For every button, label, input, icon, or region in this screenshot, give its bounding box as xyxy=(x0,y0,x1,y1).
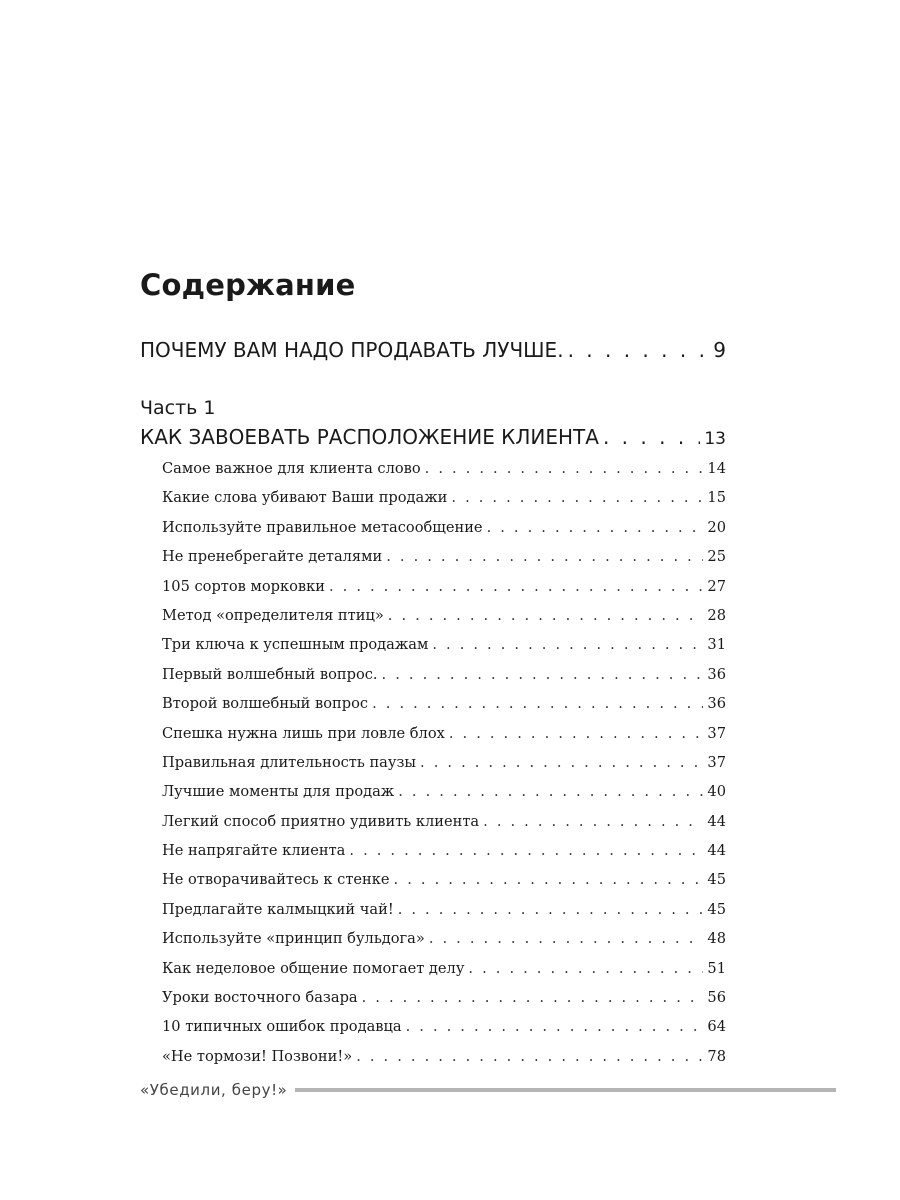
dot-leader xyxy=(394,871,704,888)
toc-entry[interactable] xyxy=(162,842,726,871)
toc-entry-title: Предлагайте калмыцкий чай! xyxy=(162,900,394,918)
toc-entry[interactable] xyxy=(162,489,726,518)
dot-leader xyxy=(603,425,700,449)
toc-entry[interactable] xyxy=(162,783,726,812)
toc-entry-page: 45 xyxy=(707,871,726,889)
toc-entry-page: 14 xyxy=(707,460,726,477)
toc-entry[interactable] xyxy=(162,607,726,636)
toc-entry-page: 31 xyxy=(707,636,726,654)
toc-entry[interactable] xyxy=(162,578,726,607)
footer-rule xyxy=(295,1088,836,1092)
toc-entry-title: Не отворачивайтесь к стенке xyxy=(162,871,390,889)
toc-entry-page: 78 xyxy=(707,1047,726,1065)
toc-entry-page: 36 xyxy=(707,665,726,683)
toc-entry[interactable] xyxy=(162,1018,726,1047)
dot-leader xyxy=(483,813,703,830)
toc-entry-page: 45 xyxy=(707,900,726,918)
toc-entry-title: Легкий способ приятно удивить клиента xyxy=(162,812,480,830)
dot-leader xyxy=(349,842,703,859)
toc-entry-page: 28 xyxy=(707,606,726,624)
toc-entry-title: Второй волшебный вопрос xyxy=(162,695,369,713)
toc-entry-title: Спешка нужна лишь при ловле блох xyxy=(162,724,445,742)
part-label: Часть 1 xyxy=(140,397,216,419)
toc-entry-title: Не пренебрегайте деталями xyxy=(162,548,383,566)
dot-leader xyxy=(432,636,703,653)
toc-entry-page: 27 xyxy=(707,577,726,595)
toc-preface-page: 9 xyxy=(713,338,726,362)
toc-entry[interactable] xyxy=(162,813,726,842)
toc-entry[interactable] xyxy=(162,636,726,665)
toc-entry-page: 44 xyxy=(707,812,726,830)
toc-entry-page: 25 xyxy=(707,548,726,566)
toc-entry-page: 40 xyxy=(707,783,726,801)
toc-entry-page: 37 xyxy=(707,724,726,742)
toc-preface-title: ПОЧЕМУ ВАМ НАДО ПРОДАВАТЬ ЛУЧШЕ. xyxy=(140,338,564,362)
toc-preface-row[interactable] xyxy=(140,338,726,362)
toc-entry[interactable] xyxy=(162,1048,726,1077)
toc-entry-page: 51 xyxy=(707,959,726,977)
dot-leader xyxy=(386,548,703,565)
toc-entry-page: 64 xyxy=(707,1018,726,1036)
toc-entry-page: 15 xyxy=(707,489,726,507)
toc-entry-page: 20 xyxy=(707,518,726,536)
toc-part-row[interactable] xyxy=(140,425,726,449)
toc-entry[interactable] xyxy=(162,930,726,959)
toc-entry[interactable] xyxy=(162,871,726,900)
running-footer xyxy=(140,1081,836,1099)
toc-entry-page: 44 xyxy=(707,842,726,860)
toc-entry-title: Используйте «принцип бульдога» xyxy=(162,930,425,948)
dot-leader xyxy=(372,695,703,712)
toc-entry-page: 37 xyxy=(707,753,726,771)
page-title: Содержание xyxy=(140,268,356,302)
toc-entry[interactable] xyxy=(162,548,726,577)
toc-part-page: 13 xyxy=(704,429,726,449)
dot-leader xyxy=(468,960,703,977)
toc-entry[interactable] xyxy=(162,519,726,548)
toc-entry-title: Используйте правильное метасообщение xyxy=(162,518,483,536)
dot-leader xyxy=(429,930,704,947)
toc-entry-title: 10 типичных ошибок продавца xyxy=(162,1018,402,1036)
toc-entry-title: Уроки восточного базара xyxy=(162,989,358,1007)
dot-leader xyxy=(487,519,704,536)
toc-entry-title: Три ключа к успешным продажам xyxy=(162,636,429,654)
dot-leader xyxy=(362,989,704,1006)
toc-entry-list xyxy=(162,460,726,1077)
toc-part-title: КАК ЗАВОЕВАТЬ РАСПОЛОЖЕНИЕ КЛИЕНТА xyxy=(140,425,599,449)
dot-leader xyxy=(425,460,704,477)
toc-entry[interactable] xyxy=(162,666,726,695)
dot-leader xyxy=(329,578,703,595)
toc-entry-page: 56 xyxy=(707,989,726,1007)
toc-entry[interactable] xyxy=(162,960,726,989)
toc-entry-page: 36 xyxy=(707,695,726,713)
dot-leader xyxy=(406,1018,704,1035)
dot-leader xyxy=(451,489,703,506)
toc-entry-title: «Не тормози! Позвони!» xyxy=(162,1047,353,1065)
toc-entry-page: 48 xyxy=(707,930,726,948)
toc-entry-title: Самое важное для клиента слово xyxy=(162,460,421,477)
toc-entry[interactable] xyxy=(162,989,726,1018)
toc-entry-title: Лучшие моменты для продаж xyxy=(162,783,395,801)
toc-entry[interactable] xyxy=(162,725,726,754)
running-title: «Убедили, беру!» xyxy=(140,1081,288,1099)
toc-entry-title: Первый волшебный вопрос. xyxy=(162,665,378,683)
toc-entry-title: Не напрягайте клиента xyxy=(162,842,346,860)
toc-entry-title: Правильная длительность паузы xyxy=(162,753,417,771)
dot-leader xyxy=(568,338,710,362)
toc-entry-title: Метод «определителя птиц» xyxy=(162,606,384,624)
toc-entry-title: Какие слова убивают Ваши продажи xyxy=(162,489,448,507)
dot-leader xyxy=(382,666,704,683)
dot-leader xyxy=(356,1048,703,1065)
dot-leader xyxy=(388,607,704,624)
toc-entry-title: 105 сортов морковки xyxy=(162,577,325,595)
dot-leader xyxy=(449,725,704,742)
toc-entry[interactable] xyxy=(162,754,726,783)
toc-entry[interactable] xyxy=(162,460,726,489)
toc-entry[interactable] xyxy=(162,901,726,930)
dot-leader xyxy=(398,901,704,918)
toc-entry-title: Как неделовое общение помогает делу xyxy=(162,959,465,977)
dot-leader xyxy=(420,754,703,771)
dot-leader xyxy=(398,783,703,800)
toc-entry[interactable] xyxy=(162,695,726,724)
